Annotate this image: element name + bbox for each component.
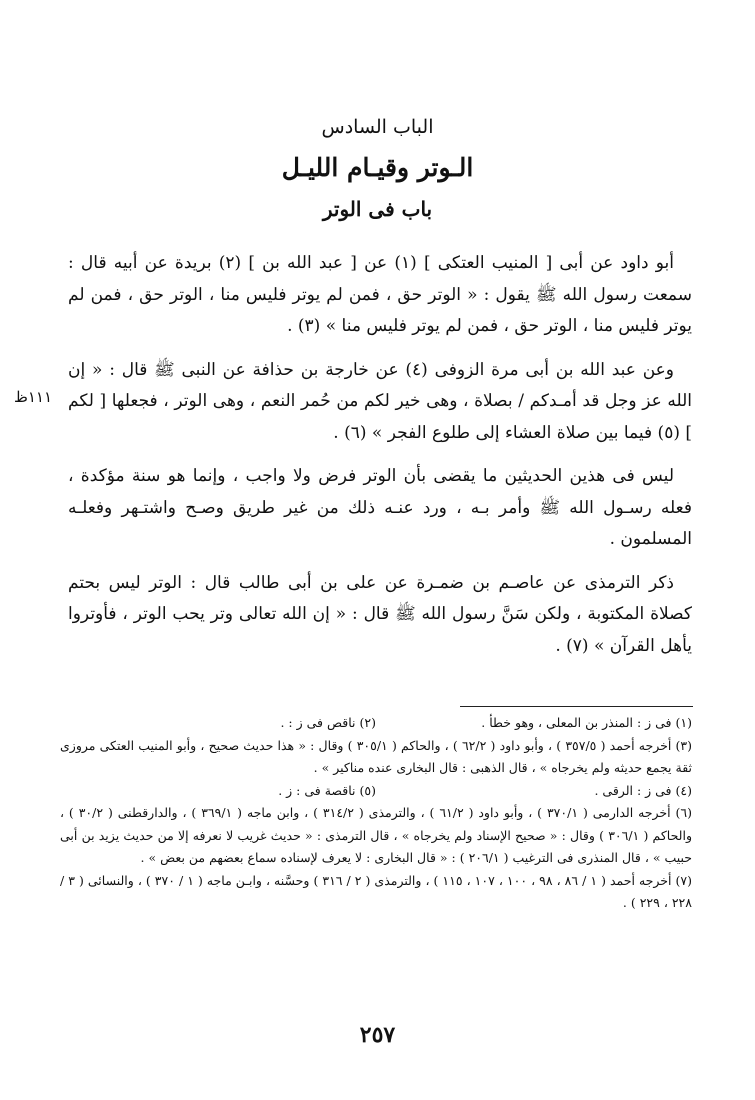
chapter-label: الباب السادس [321,116,434,138]
footnote-4: (٤) فى ز : الرقى . [594,782,692,798]
paragraph-3: ليس فى هذين الحديثين ما يقضى بأن الوتر فرض ولا واجب ، وإنما هو سنة مؤكدة ، فعله رسـول الله ﷺ وأمر بـه ، ورد عنـه ذلك من غير طريق وصـح واشتـهر وفعلـه المسلمون . [68,466,692,549]
footnote-5: (٥) ناقصة فى : ز . [278,782,376,798]
footnote-2: (٢) ناقص فى ز : . [280,715,376,730]
footnote-1: (١) فى ز : المنذر بن المعلى ، وهو خطأ . [481,715,692,730]
footnote-6: (٦) أخرجه الدارمى ( ٣٧٠/١ ) ، وأبو داود ( ٦١/٢ ) ، والترمذى ( ٣١٤/٢ ) ، وابن ماجه ( ٣٦٩/١ ) ، والدارقطنى ( ٣٠/٢ ) ، والحاكم ( ٣٠٦/١ ) وقال : « صحيح الإسناد ولم يخرجاه » ، قال الترمذى : « حديث غريب لا نعرفه إلا من حديث يزيد بن أبى حبيب » ، قال المنذرى فى الترغيب ( ٢٠٦/١ ) : « قال البخارى : لا يعرف لإسناده سماع بعضهم من بعض » . [60,805,693,865]
section-title: باب فى الوتر [322,197,433,221]
footnote-row [60,780,692,803]
footnotes [60,712,692,915]
footnote-7: (٧) أخرجه أحمد ( ١ / ٨٦ ، ٩٨ ، ١٠٠ ، ١٠٧ ، ١١٥ ) ، والترمذى ( ٢ / ٣١٦ ) وحسَّنه ، وابـن ماجه ( ١ / ٣٧٠ ) ، والنسائى ( ٣ / ٢٢٨ ، ٢٢٩ ) . [60,872,693,910]
paragraph-1: أبو داود عن أبى [ المنيب العتكى ] (١) عن [ عبد الله بن ] (٢) بريدة عن أبيه قال : سمعت رسول الله ﷺ يقول : « الوتر حق ، فمن لم يوتر فليس منا ، الوتر حق ، فمن لم يوتر فليس منا ، الوتر حق ، فمن لم يوتر فليس منا » (٣) . [68,253,692,336]
manuscript-folio-note: ١١١ظ [14,388,53,406]
footnote-3: (٣) أخرجه أحمد ( ٣٥٧/٥ ) ، وأبو داود ( ٦٢/٢ ) ، والحاكم ( ٣٠٥/١ ) وقال : « هذا حديث صحيح ، وأبو المنيب العتكى مروزى ثقة يجمع حديثه ولم يخرجاه » ، قال الذهبى : قال البخارى عنده مناكير » . [60,737,693,775]
footnote-divider [460,706,693,707]
headings [0,112,755,226]
paragraph-4: ذكر الترمذى عن عاصـم بن ضمـرة عن على بن أبى طالب قال : الوتر ليس بحتم كصلاة المكتوبة ، ولكن سَنَّ رسول الله ﷺ قال : « إن الله تعالى وتر يحب الوتر ، فأوتروا يأهل القرآن » (٧) . [68,572,692,656]
paragraph-2: وعن عبد الله بن أبى مرة الزوفى (٤) عن خارجة بن حذافة عن النبى ﷺ قال : « إن الله عز وجل قد أمـدكم / بصلاة ، وهى خير لكم من حُمر النعم ، وهى الوتر ، فجعلها [ لكم ] (٥) فيما بين صلاة العشاء إلى طلوع الفجر » (٦) . [68,359,692,443]
footnote-row [60,712,692,735]
chapter-title: الـوتر وقيـام الليـل [281,153,474,182]
main-text [68,248,692,674]
page-number: ٢٥٧ [359,1022,396,1048]
